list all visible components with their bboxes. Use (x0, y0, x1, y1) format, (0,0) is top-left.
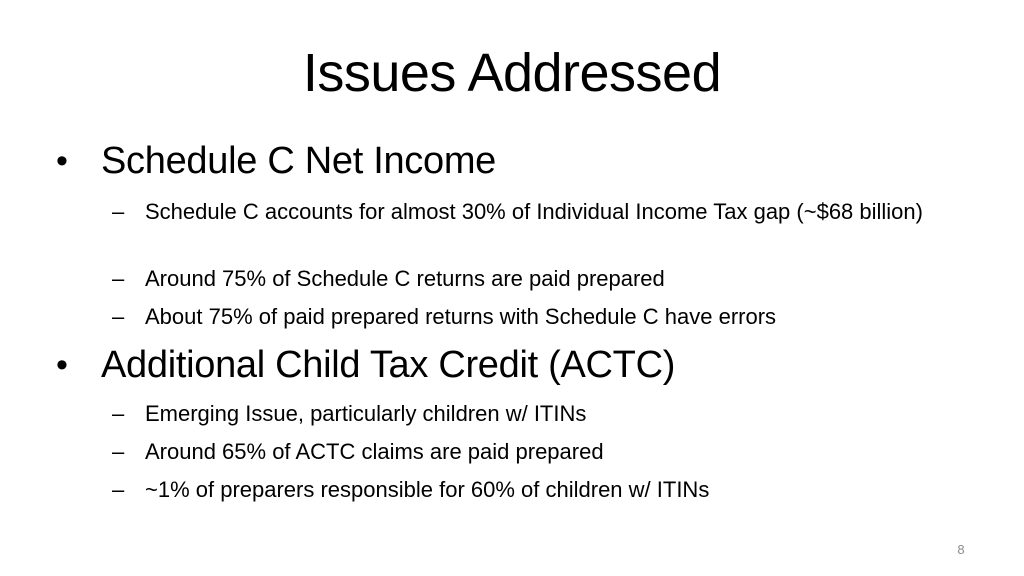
bullet-label: Additional Child Tax Credit (ACTC) (101, 344, 676, 386)
sub-dash: – (112, 477, 125, 502)
sub-item-text: Emerging Issue, particularly children w/ ITINs (145, 401, 587, 426)
sub-dash: – (112, 304, 125, 329)
page-number: 8 (957, 542, 965, 557)
sub-dash: – (112, 266, 125, 291)
sub-item-text: Around 75% of Schedule C returns are paid prepared (145, 266, 665, 291)
sub-item-text: Around 65% of ACTC claims are paid prepared (145, 439, 604, 464)
sub-dash: – (112, 199, 125, 224)
sub-dash: – (112, 401, 125, 426)
bullet-label: Schedule C Net Income (101, 140, 497, 182)
sub-item-text: ~1% of preparers responsible for 60% of children w/ ITINs (145, 477, 710, 502)
sub-dash: – (112, 439, 125, 464)
sub-item-text: Schedule C accounts for almost 30% of Individual Income Tax gap (~$68 billion) (145, 199, 923, 224)
sub-item-text: About 75% of paid prepared returns with Schedule C have errors (145, 304, 777, 329)
bullet-dot: • (56, 346, 68, 384)
bullet-dot: • (56, 142, 68, 180)
slide-title: Issues Addressed (302, 43, 722, 103)
